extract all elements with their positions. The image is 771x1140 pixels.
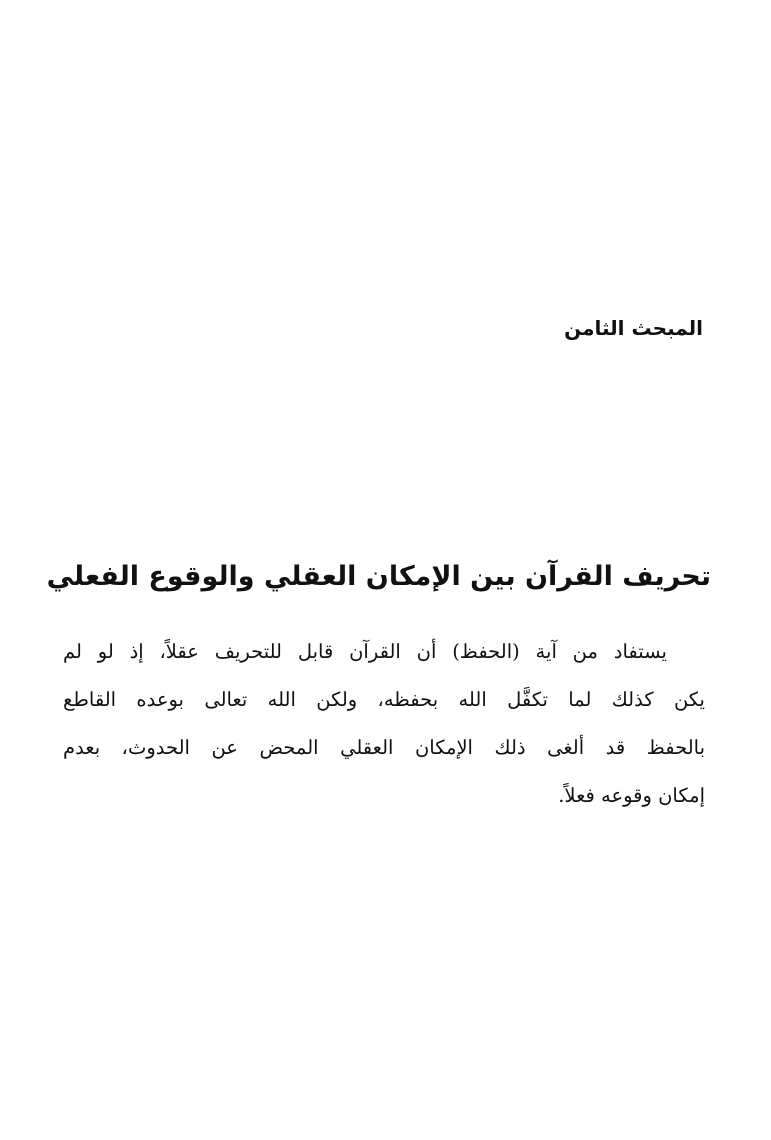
paragraph-line: يكن كذلك لما تكفَّل الله بحفظه، ولكن الله تعالى بوعده القاطع (63, 688, 705, 711)
paragraph-line: بالحفظ قد ألغى ذلك الإمكان العقلي المحض عن الحدوث، بعدم (63, 736, 705, 759)
section-label: المبحث الثامن (564, 316, 703, 340)
body-paragraph (63, 628, 705, 820)
chapter-title: تحريف القرآن بين الإمكان العقلي والوقوع الفعلي (46, 561, 711, 592)
paragraph-line: إمكان وقوعه فعلاً. (558, 784, 705, 807)
paragraph-line: يستفاد من آية (الحفظ) أن القرآن قابل للتحريف عقلاً، إذ لو لم (63, 640, 667, 663)
